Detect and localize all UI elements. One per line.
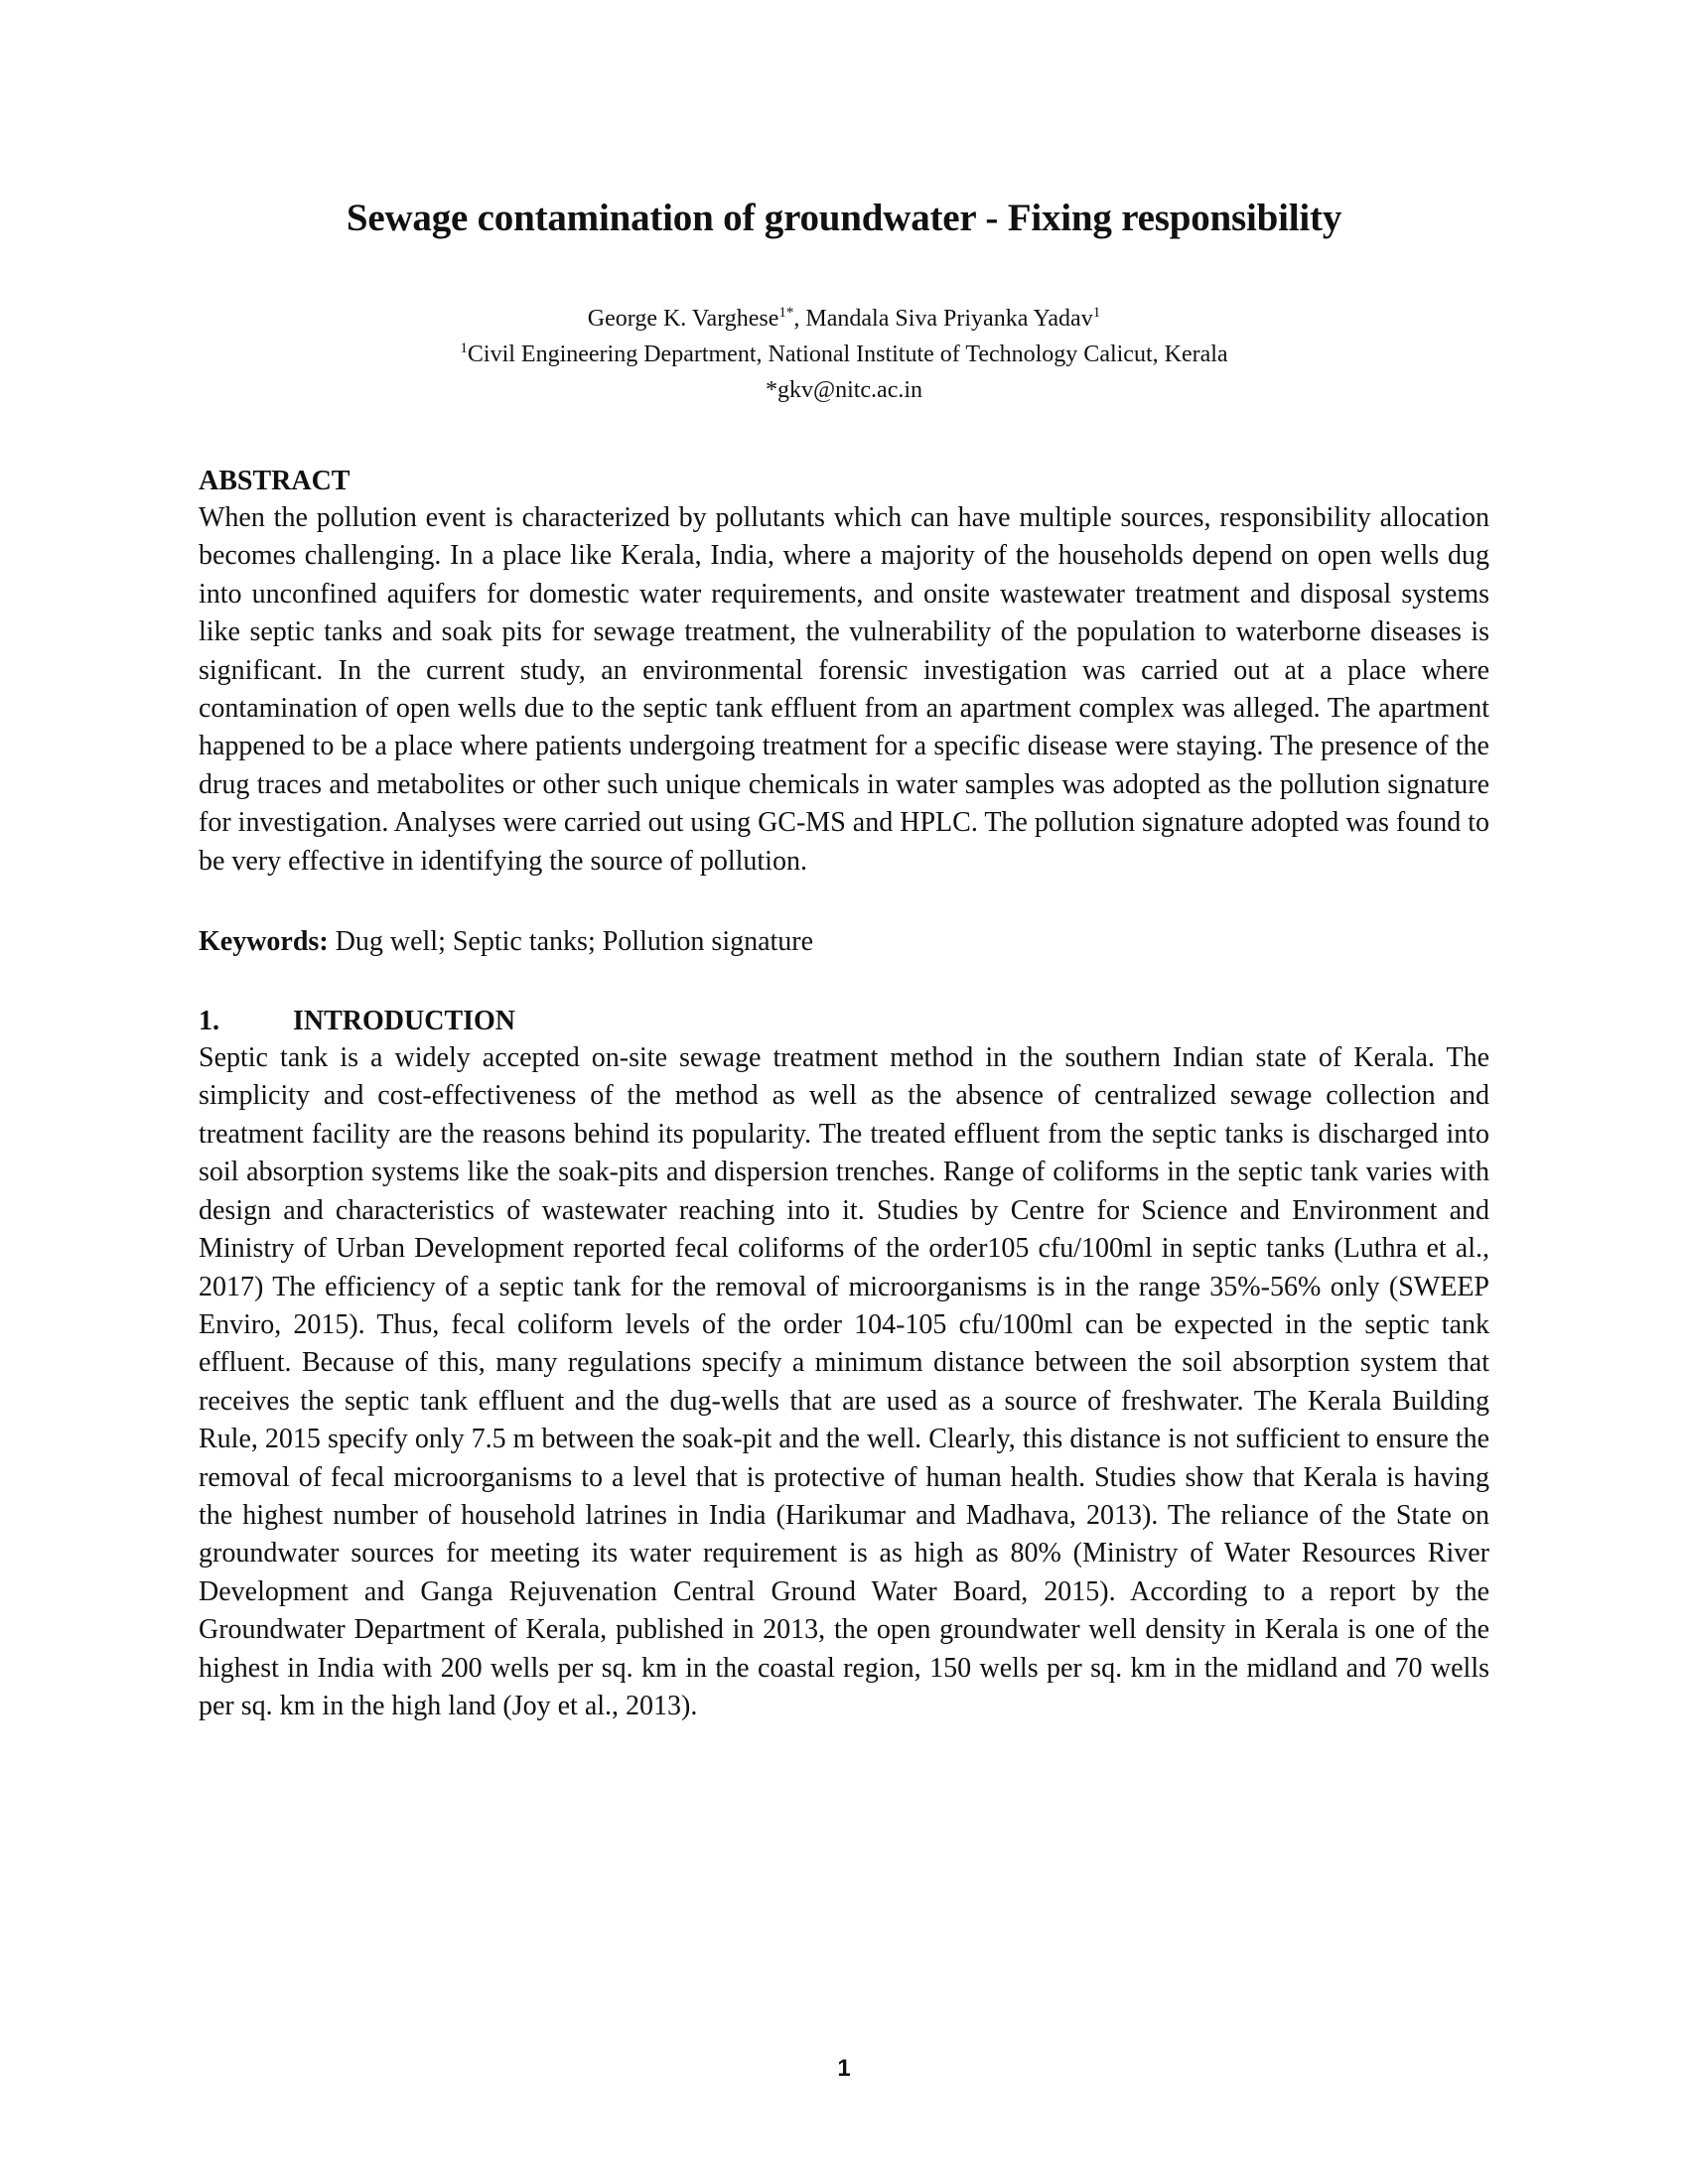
introduction-heading <box>199 1004 1489 1039</box>
author-email: *gkv@nitc.ac.in <box>765 377 923 403</box>
keywords-line <box>199 923 1489 961</box>
author-superscript: 1 <box>1092 305 1101 321</box>
affiliation-line <box>199 337 1489 372</box>
author-line <box>199 301 1489 337</box>
abstract-text: When the pollution event is characterized by pollutants which can have multiple sources, responsibility allocation becomes challenging. In a place like Kerala, India, where a majority of the households depend on open wells dug into unconfined aquifers for domestic water requirements, and onsite wastewater treatment and disposal systems like septic tanks and soak pits for sewage treatment, the vulnerability of the population to waterborne diseases is significant. In the current study, an environmental forensic investigation was carried out at a place where contamination of open wells due to the septic tank effluent from an apartment complex was alleged. The apartment happened to be a place where patients undergoing treatment for a specific disease were staying. The presence of the drug traces and metabolites or other such unique chemicals in water samples was adopted as the pollution signature for investigation. Analyses were carried out using GC-MS and HPLC. The pollution signature adopted was found to be very effective in identifying the source of pollution. <box>199 502 1489 877</box>
abstract-heading: ABSTRACT <box>199 466 351 496</box>
affiliation-text: Civil Engineering Department, National Institute of Technology Calicut, Kerala <box>467 341 1228 367</box>
introduction-text: Septic tank is a widely accepted on-site sewage treatment method in the southern Indian state of Kerala. The simplicity and cost-effectiveness of the method as well as the absence of centralized sewage collection and treatment facility are the reasons behind its popularity. The treated effluent from the septic tanks is discharged into soil absorption systems like the soak-pits and dispersion trenches. Range of coliforms in the septic tank varies with design and characteristics of wastewater reaching into it. Studies by Centre for Science and Environment and Ministry of Urban Development reported fecal coliforms of the order105 cfu/100ml in septic tanks (Luthra et al., 2017) The efficiency of a septic tank for the removal of microorganisms is in the range 35%-56% only (SWEEP Enviro, 2015). Thus, fecal coliform levels of the order 104-105 cfu/100ml can be expected in the septic tank effluent. Because of this, many regulations specify a minimum distance between the soil absorption system that receives the septic tank effluent and the dug-wells that are used as a source of freshwater. The Kerala Building Rule, 2015 specify only 7.5 m between the soak-pit and the well. Clearly, this distance is not sufficient to ensure the removal of fecal microorganisms to a level that is protective of human health. Studies show that Kerala is having the highest number of household latrines in India (Harikumar and Madhava, 2013). The reliance of the State on groundwater sources for meeting its water requirement is as high as 80% (Ministry of Water Resources River Development and Ganga Rejuvenation Central Ground Water Board, 2015). According to a report by the Groundwater Department of Kerala, published in 2013, the open groundwater well density in Kerala is one of the highest in India with 200 wells per sq. km in the coastal region, 150 wells per sq. km in the midland and 70 wells per sq. km in the high land (Joy et al., 2013). <box>199 1042 1489 1721</box>
author-superscript: 1* <box>778 305 794 321</box>
affiliation-superscript: 1 <box>460 341 468 356</box>
page-number: 1 <box>837 2055 851 2082</box>
author-name: George K. Varghese <box>587 306 779 332</box>
author-name: Mandala Siva Priyanka Yadav <box>805 306 1093 332</box>
paper-title: Sewage contamination of groundwater - Fixing responsibility <box>346 197 1342 239</box>
paper-page <box>199 194 1489 1725</box>
keywords-text: Dug well; Septic tanks; Pollution signature <box>328 926 814 958</box>
section-title: INTRODUCTION <box>293 1006 516 1037</box>
keywords-label: Keywords: <box>199 926 329 958</box>
author-separator: , <box>793 306 806 332</box>
section-number: 1. <box>199 1006 219 1037</box>
